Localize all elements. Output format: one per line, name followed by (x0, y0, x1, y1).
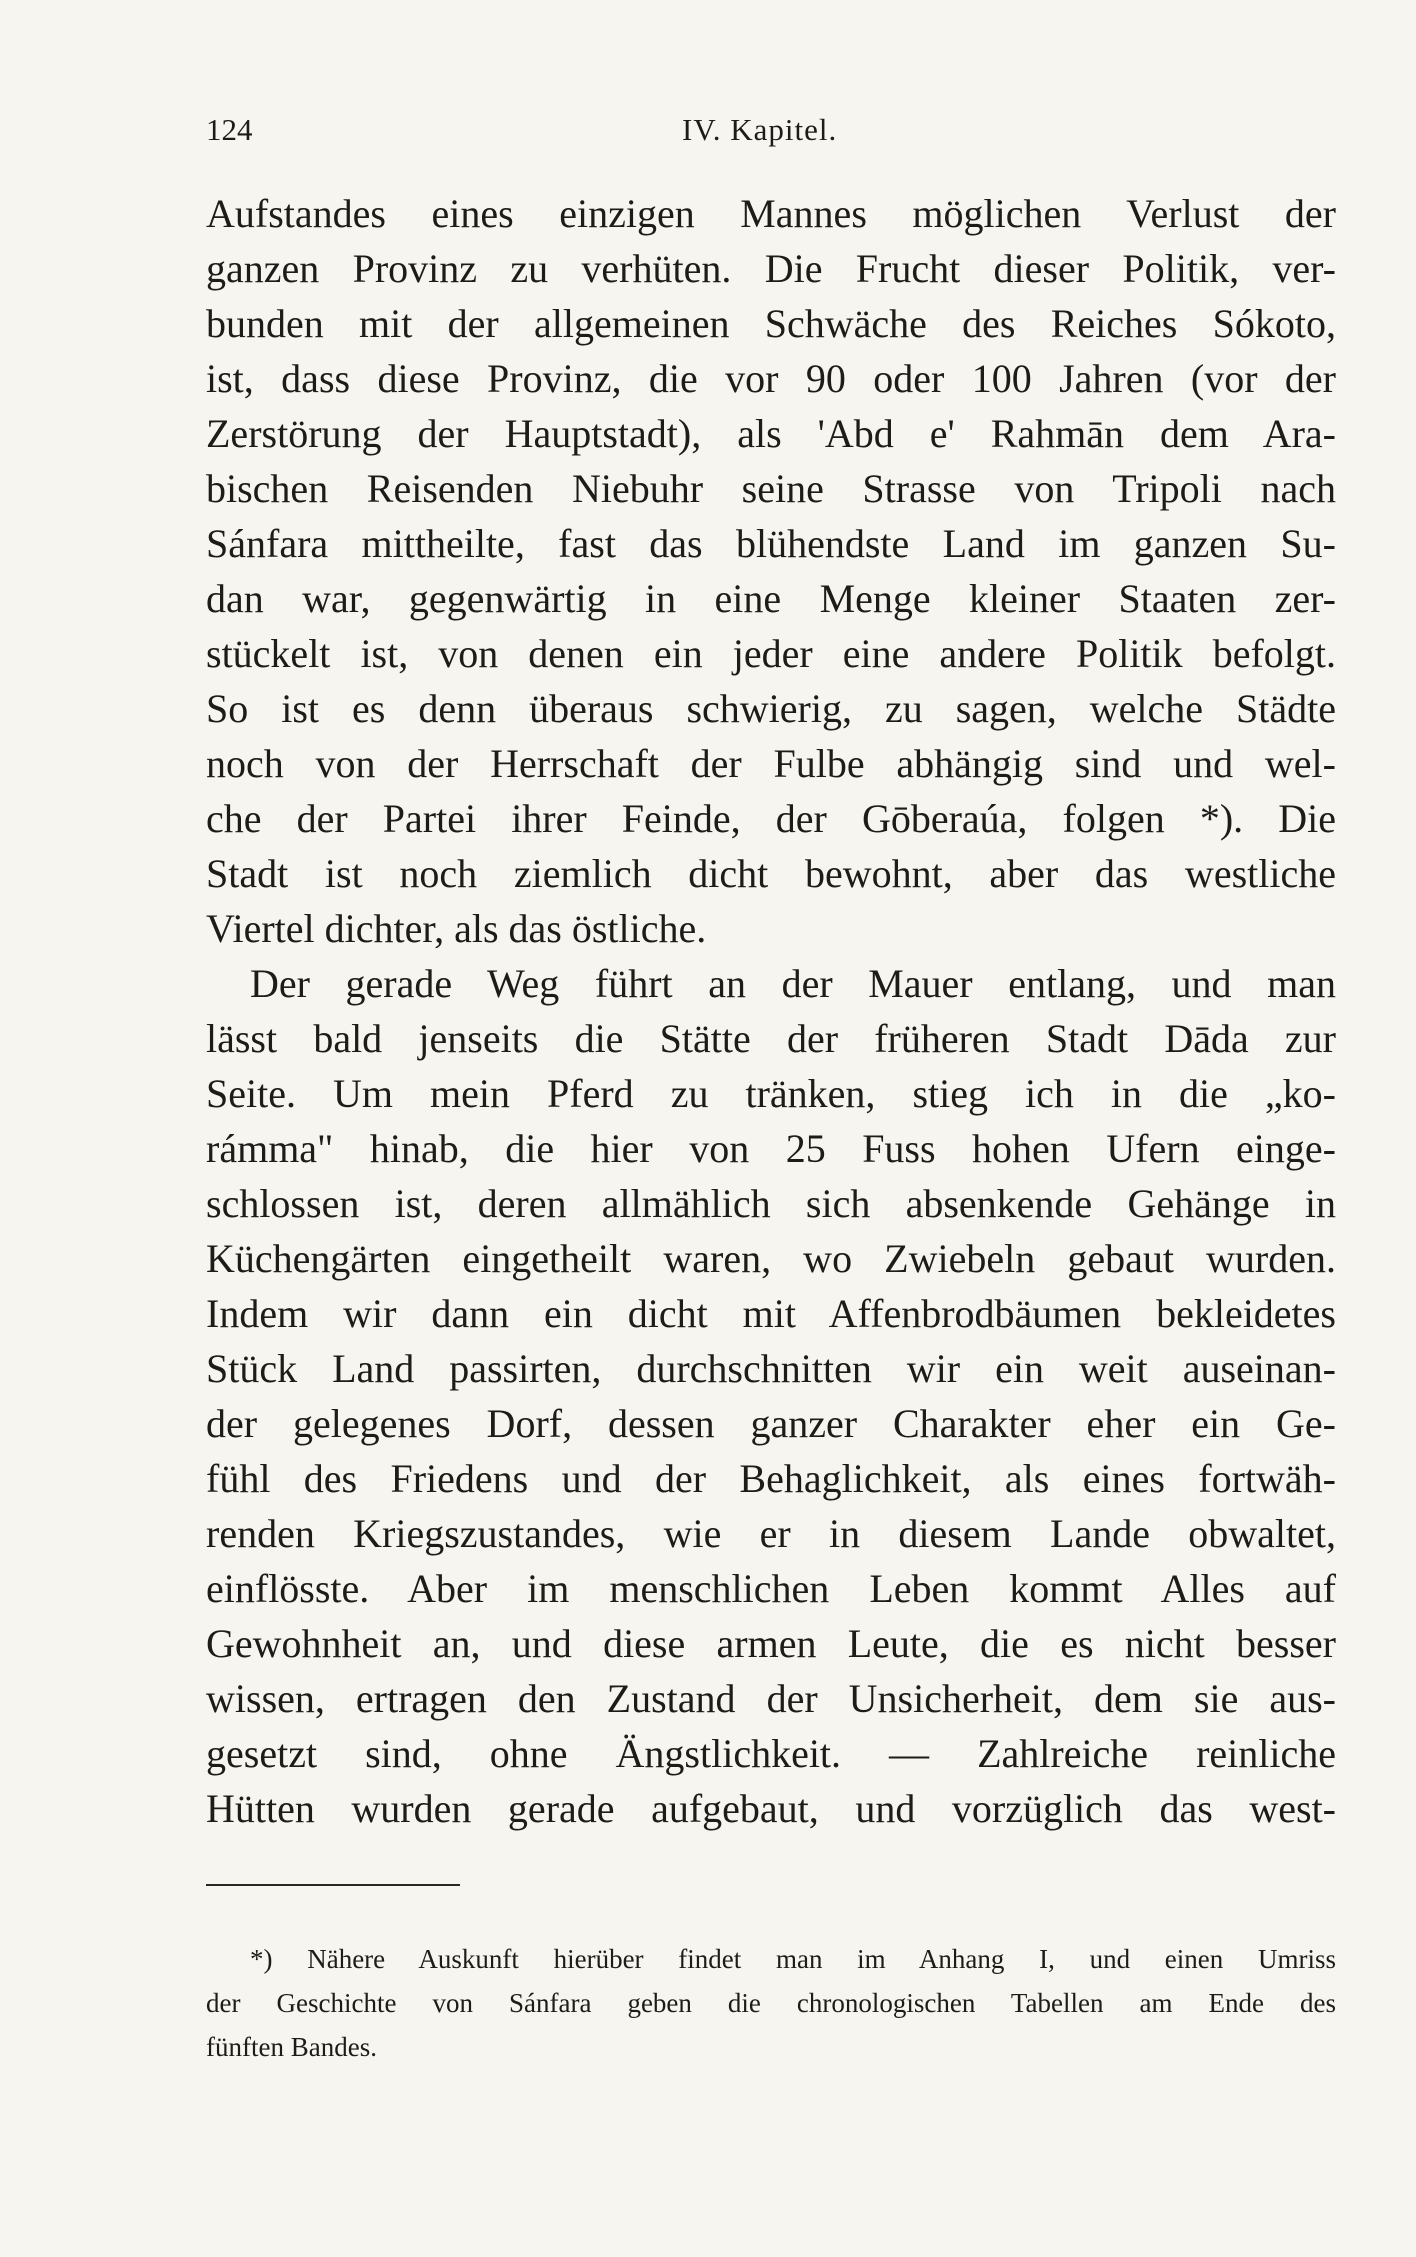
text-line: Hütten wurden gerade aufgebaut, und vorzüglich das west- (206, 1786, 1336, 1831)
footnote-line: fünften Bandes. (206, 2032, 377, 2062)
footnote-divider (206, 1884, 460, 1886)
text-line: Stadt ist noch ziemlich dicht bewohnt, aber das westliche (206, 851, 1336, 896)
text-line: noch von der Herrschaft der Fulbe abhängig sind und wel- (206, 741, 1336, 786)
text-line: ganzen Provinz zu verhüten. Die Frucht dieser Politik, ver- (206, 246, 1336, 291)
text-line: ist, dass diese Provinz, die vor 90 oder 100 Jahren (vor der (206, 356, 1336, 401)
text-line: einflösste. Aber im menschlichen Leben kommt Alles auf (206, 1566, 1336, 1611)
text-line: Viertel dichter, als das östliche. (206, 906, 707, 951)
text-line: Gewohnheit an, und diese armen Leute, die es nicht besser (206, 1621, 1336, 1666)
text-line: bunden mit der allgemeinen Schwäche des Reiches Sókoto, (206, 301, 1336, 346)
text-line: So ist es denn überaus schwierig, zu sagen, welche Städte (206, 686, 1336, 731)
text-line: renden Kriegszustandes, wie er in diesem Lande obwaltet, (206, 1511, 1336, 1556)
text-line: Zerstörung der Hauptstadt), als 'Abd e' Rahmān dem Ara- (206, 411, 1336, 456)
text-line: gesetzt sind, ohne Ängstlichkeit. — Zahlreiche reinliche (206, 1731, 1336, 1776)
footnote (206, 1937, 1336, 2069)
text-line: stückelt ist, von denen ein jeder eine andere Politik befolgt. (206, 631, 1336, 676)
page-number: 124 (206, 112, 253, 147)
text-line: Indem wir dann ein dicht mit Affenbrodbäumen bekleidetes (206, 1291, 1336, 1336)
text-line: bischen Reisenden Niebuhr seine Strasse von Tripoli nach (206, 466, 1336, 511)
text-line: rámma" hinab, die hier von 25 Fuss hohen Ufern einge- (206, 1126, 1336, 1171)
text-line: Sánfara mittheilte, fast das blühendste Land im ganzen Su- (206, 521, 1336, 566)
text-line: che der Partei ihrer Feinde, der Gōberaúa, folgen *). Die (206, 796, 1336, 841)
text-line: dan war, gegenwärtig in eine Menge kleiner Staaten zer- (206, 576, 1336, 621)
running-head: IV. Kapitel. (682, 112, 838, 147)
page-header (206, 112, 1336, 162)
text-line: wissen, ertragen den Zustand der Unsicherheit, dem sie aus- (206, 1676, 1336, 1721)
text-line: Der gerade Weg führt an der Mauer entlang, und man (250, 961, 1336, 1006)
text-line: Aufstandes eines einzigen Mannes möglichen Verlust der (206, 191, 1336, 236)
text-line: Seite. Um mein Pferd zu tränken, stieg ich in die „ko- (206, 1071, 1336, 1116)
text-line: Stück Land passirten, durchschnitten wir ein weit auseinan- (206, 1346, 1336, 1391)
body-text (206, 186, 1336, 1836)
footnote-line: der Geschichte von Sánfara geben die chronologischen Tabellen am Ende des (206, 1988, 1336, 2018)
footnote-line: *) Nähere Auskunft hierüber findet man im Anhang I, und einen Umriss (250, 1944, 1336, 1974)
text-line: der gelegenes Dorf, dessen ganzer Charakter eher ein Ge- (206, 1401, 1336, 1446)
text-line: schlossen ist, deren allmählich sich absenkende Gehänge in (206, 1181, 1336, 1226)
text-line: lässt bald jenseits die Stätte der früheren Stadt Dāda zur (206, 1016, 1336, 1061)
text-line: fühl des Friedens und der Behaglichkeit, als eines fortwäh- (206, 1456, 1336, 1501)
text-line: Küchengärten eingetheilt waren, wo Zwiebeln gebaut wurden. (206, 1236, 1336, 1281)
